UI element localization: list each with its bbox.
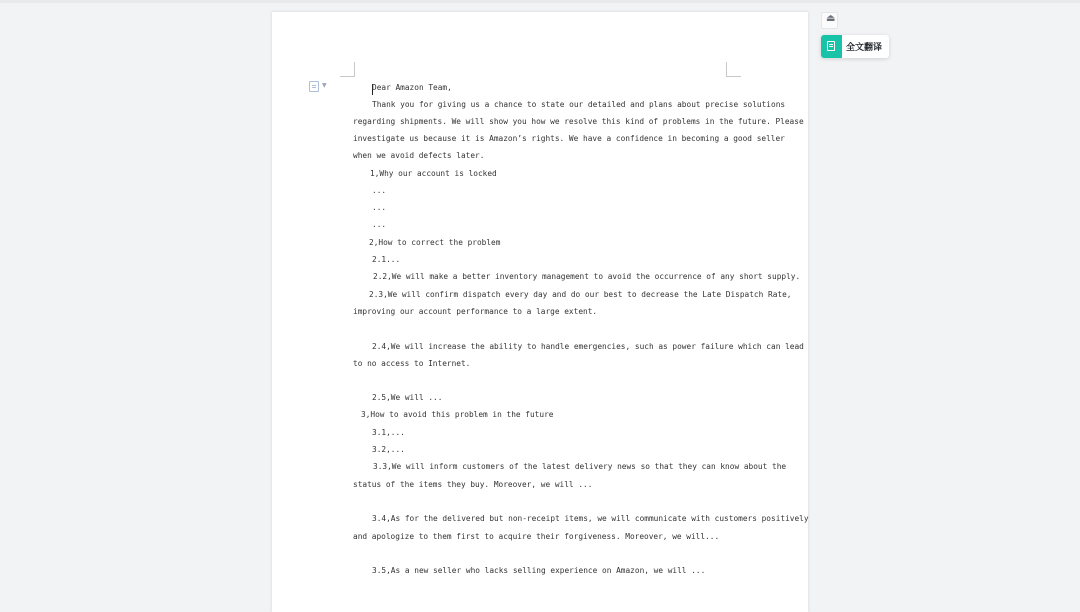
list-item: 2.2,We will make a better inventory management to avoid the occurrence of any short supply. [373, 272, 801, 281]
list-item: ... [372, 186, 387, 195]
list-item: improving our account performance to a large extent. [353, 307, 598, 316]
list-item: 3.1,... [372, 428, 405, 437]
paragraph-menu-icon[interactable] [309, 81, 319, 92]
list-item: and apologize to them first to acquire their forgiveness. Moreover, we will... [353, 532, 720, 541]
list-item: 3.5,As a new seller who lacks selling experience on Amazon, we will ... [372, 566, 706, 575]
margin-corner-top-right [726, 62, 741, 77]
document-page[interactable] [272, 12, 808, 612]
section-heading: 3,How to avoid this problem in the future [361, 410, 554, 419]
paragraph-line: Thank you for giving us a chance to state our detailed and plans about precise solutions [372, 100, 786, 109]
list-item: 2.3,We will confirm dispatch every day and do our best to decrease the Late Dispatch Rate, [369, 290, 792, 299]
list-item: status of the items they buy. Moreover, we will ... [353, 480, 593, 489]
list-item: 3.4,As for the delivered but non-receipt items, we will communicate with customers positively [372, 514, 809, 523]
full-text-translate-button[interactable] [821, 35, 889, 58]
margin-corner-top-left [340, 62, 355, 77]
salutation-line: Dear Amazon Team, [372, 83, 452, 92]
list-item: ... [372, 203, 387, 212]
top-bar [0, 0, 1080, 3]
collapse-up-button[interactable] [821, 12, 838, 29]
collapse-up-icon: ⏏ [826, 13, 836, 24]
list-item: 3.3,We will inform customers of the latest delivery news so that they can know about the [373, 462, 787, 471]
paragraph-line: regarding shipments. We will show you how we resolve this kind of problems in the future. Please [353, 117, 804, 126]
translate-label: 全文翻译 [846, 43, 883, 53]
paragraph-line: when we avoid defects later. [353, 151, 485, 160]
chevron-down-icon[interactable]: ▼ [322, 82, 327, 89]
list-item: 3.2,... [372, 445, 405, 454]
section-heading: 2,How to correct the problem [369, 238, 501, 247]
list-item: 2.5,We will ... [372, 393, 443, 402]
list-item: 2.1... [372, 255, 401, 264]
list-item: 2.4,We will increase the ability to handle emergencies, such as power failure which can lead [372, 342, 804, 351]
translate-icon [821, 35, 842, 58]
section-heading: 1,Why our account is locked [370, 169, 497, 178]
paragraph-line: investigate us because it is Amazon’s rights. We have a confidence in becoming a good seller [353, 134, 785, 143]
list-item: ... [372, 220, 387, 229]
list-item: to no access to Internet. [353, 359, 471, 368]
